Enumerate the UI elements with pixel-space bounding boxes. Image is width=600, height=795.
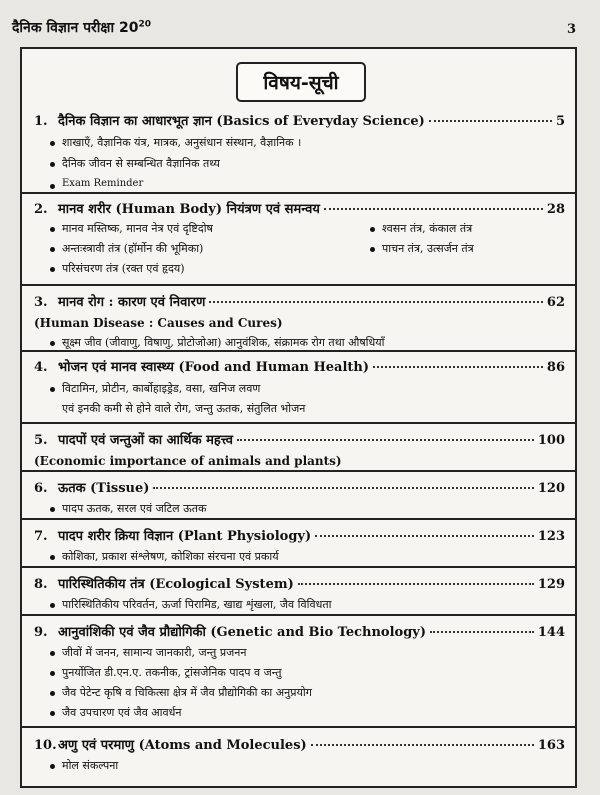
list-item: विटामिन, प्रोटीन, कार्बोहाइड्रेड, वसा, खनिज लवण bbox=[22, 381, 575, 396]
list-item: शाखाएँ, वैज्ञानिक यंत्र, मात्रक, अनुसंधान संस्थान, वैज्ञानिक । bbox=[22, 135, 575, 150]
toc-entry-line[interactable]: 10. अणु एवं परमाणु (Atoms and Molecules) 163 bbox=[34, 738, 565, 753]
list-item: पाचन तंत्र, उत्सर्जन तंत्र bbox=[342, 241, 575, 256]
page-header bbox=[0, 0, 600, 44]
toc-entry-6 bbox=[22, 470, 575, 518]
toc-entry-line[interactable]: 9. आनुवांशिकी एवं जैव प्रौद्योगिकी (Genetic and Bio Technology) 144 bbox=[34, 625, 565, 640]
list-item: पारिस्थितिकीय परिवर्तन, ऊर्जा पिरामिड, खाद्य शृंखला, जैव विविधता bbox=[22, 597, 575, 612]
list-item: अन्तःस्त्रावी तंत्र (हॉर्मोन की भूमिका) bbox=[22, 241, 342, 256]
toc-entry-line[interactable]: 3. मानव रोग : कारण एवं निवारण 62 bbox=[34, 295, 565, 310]
toc-entry-4 bbox=[22, 350, 575, 422]
list-item: जैव पेटेन्ट कृषि व चिकित्सा क्षेत्र में जैव प्रौद्योगिकी का अनुप्रयोग bbox=[22, 685, 575, 700]
toc-entry-line[interactable]: 6. ऊतक (Tissue) 120 bbox=[34, 481, 565, 496]
toc-entry-line[interactable]: 8. पारिस्थितिकीय तंत्र (Ecological System) 129 bbox=[34, 577, 565, 592]
list-item: मोल संकल्पना bbox=[22, 758, 575, 773]
entry-subtitle: (Human Disease : Causes and Cures) bbox=[34, 316, 283, 330]
list-item: दैनिक जीवन से सम्बन्धित वैज्ञानिक तथ्य bbox=[22, 156, 575, 171]
toc-entry-line[interactable]: 2. मानव शरीर (Human Body) नियंत्रण एवं समन्वय 28 bbox=[34, 202, 565, 217]
toc-entry-line[interactable]: 1. दैनिक विज्ञान का आधारभूत ज्ञान (Basics of Everyday Science) 5 bbox=[34, 114, 565, 129]
toc-entry-line[interactable]: 4. भोजन एवं मानव स्वास्थ्य (Food and Human Health) 86 bbox=[34, 360, 565, 375]
toc-entry-3 bbox=[22, 284, 575, 354]
running-title: दैनिक विज्ञान परीक्षा $20^{20}$ bbox=[12, 19, 151, 36]
toc-title: विषय-सूची bbox=[236, 62, 366, 102]
page-number: 3 bbox=[566, 22, 576, 37]
list-item: जैव उपचारण एवं जैव आवर्धन bbox=[22, 705, 575, 720]
toc-entry-1 bbox=[22, 105, 575, 205]
list-item: Exam Reminder bbox=[22, 178, 575, 189]
toc-entry-5 bbox=[22, 422, 575, 470]
list-item: श्वसन तंत्र, कंकाल तंत्र bbox=[342, 221, 575, 236]
list-item: परिसंचरण तंत्र (रक्त एवं हृदय) bbox=[22, 261, 575, 276]
list-item: कोशिका, प्रकाश संश्लेषण, कोशिका संरचना एवं प्रकार्य bbox=[22, 549, 575, 564]
list-item: मानव मस्तिष्क, मानव नेत्र एवं दृष्टिदोष bbox=[22, 221, 342, 236]
entry-subtitle: (Economic importance of animals and plants) bbox=[34, 454, 342, 468]
list-item: पुनर्योजित डी.एन.ए. तकनीक, ट्रांसजेनिक पादप व जन्तु bbox=[22, 665, 575, 680]
toc-frame bbox=[20, 47, 577, 788]
toc-entry-line[interactable]: 7. पादप शरीर क्रिया विज्ञान (Plant Physiology) 123 bbox=[34, 529, 565, 544]
toc-entry-2 bbox=[22, 192, 575, 288]
list-item: सूक्ष्म जीव (जीवाणु, विषाणु, प्रोटोजोआ) आनुवंशिक, संक्रामक रोग तथा औषधियाँ bbox=[22, 335, 575, 350]
toc-entry-9 bbox=[22, 614, 575, 726]
toc-entry-7 bbox=[22, 518, 575, 566]
toc-entry-8 bbox=[22, 566, 575, 614]
list-item: जीवों में जनन, सामान्य जानकारी, जन्तु प्रजनन bbox=[22, 645, 575, 660]
list-item: पादप ऊतक, सरल एवं जटिल ऊतक bbox=[22, 501, 575, 516]
toc-entry-10 bbox=[22, 726, 575, 786]
toc-entry-line[interactable]: 5. पादपों एवं जन्तुओं का आर्थिक महत्त्व 100 bbox=[34, 433, 565, 448]
list-item: एवं इनकी कमी से होने वाले रोग, जन्तु ऊतक, संतुलित भोजन bbox=[62, 402, 306, 415]
